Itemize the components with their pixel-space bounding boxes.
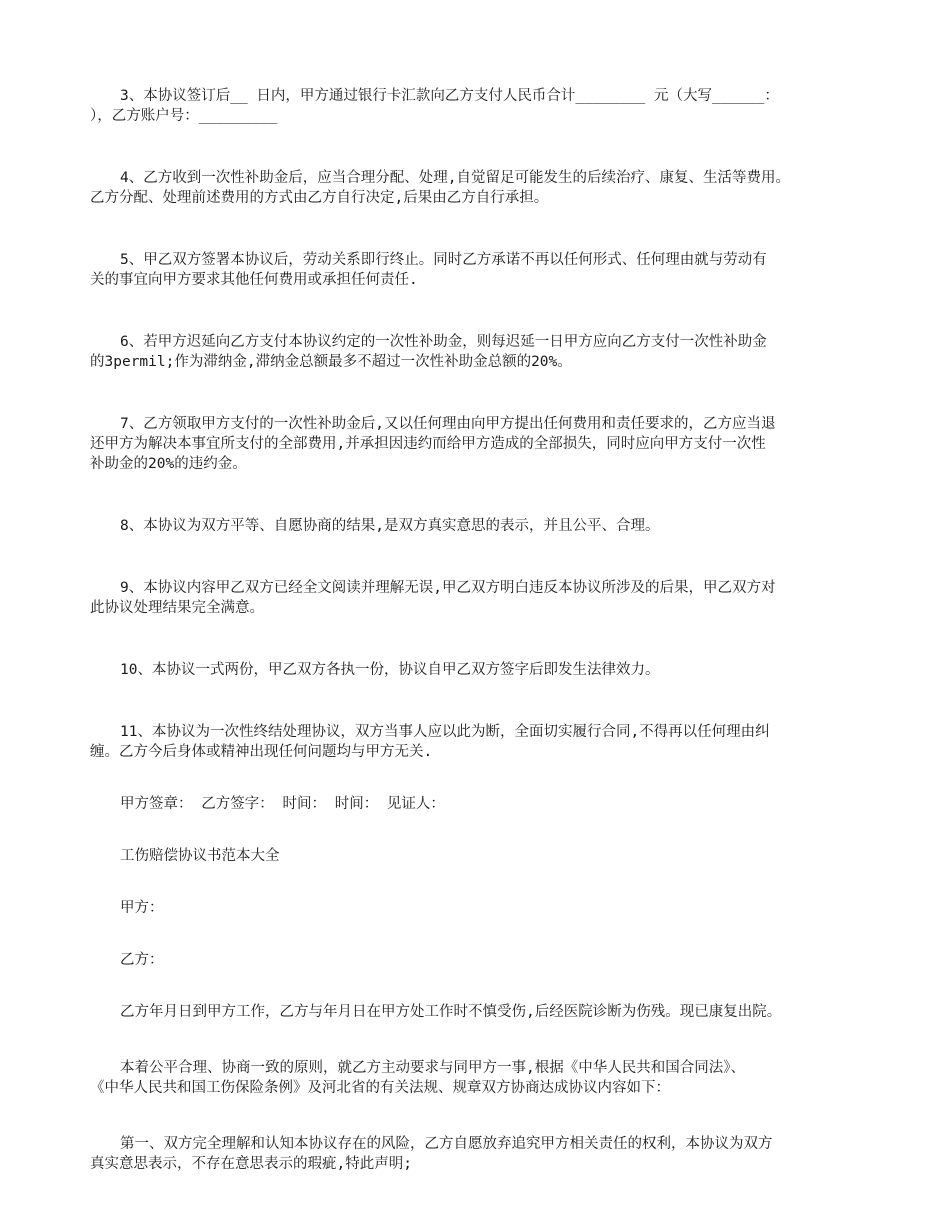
paragraph-line: 工伤赔偿协议书范本大全 — [120, 848, 280, 864]
paragraph-second-title — [90, 846, 870, 866]
paragraph-line: 还甲方为解决本事宜所支付的全部费用,并承担因违约而给甲方造成的全部损失，同时应向甲方支付一次性 — [90, 436, 766, 452]
paragraph-clause-3 — [90, 86, 870, 126]
paragraph-clause-10 — [90, 660, 870, 680]
paragraph-party-a — [90, 898, 870, 918]
paragraph-line: 11、本协议为一次性终结处理协议，双方当事人应以此为断，全面切实履行合同,不得再以任何理由纠 — [120, 724, 770, 740]
paragraph-clause-5 — [90, 250, 870, 290]
paragraph-article-1 — [90, 1134, 870, 1174]
paragraph-line: 5、甲乙双方签署本协议后，劳动关系即行终止。同时乙方承诺不再以任何形式、任何理由就与劳动有 — [120, 252, 767, 268]
paragraph-background — [90, 1002, 870, 1022]
paragraph-clause-4 — [90, 168, 870, 208]
paragraph-party-b — [90, 950, 870, 970]
paragraph-line: 此协议处理结果完全满意。 — [90, 600, 264, 616]
paragraph-line: 8、本协议为双方平等、自愿协商的结果,是双方真实意思的表示，并且公平、合理。 — [120, 518, 660, 534]
paragraph-clause-11 — [90, 722, 870, 762]
paragraph-clause-7 — [90, 414, 870, 474]
paragraph-line: 的3permil;作为滞纳金,滞纳金总额最多不超过一次性补助金总额的20%。 — [90, 354, 572, 370]
paragraph-line: 补助金的20%的违约金。 — [90, 456, 247, 472]
paragraph-line: 《中华人民共和国工伤保险条例》及河北省的有关法规、规章双方协商达成协议内容如下： — [90, 1080, 670, 1096]
paragraph-line: 关的事宜向甲方要求其他任何费用或承担任何责任. — [90, 272, 418, 288]
paragraph-clause-9 — [90, 578, 870, 618]
paragraph-line: 9、本协议内容甲乙双方已经全文阅读并理解无误,甲乙双方明白违反本协议所涉及的后果，甲乙双方对 — [120, 580, 776, 596]
paragraph-line: 甲方： — [120, 900, 164, 916]
paragraph-line: 4、乙方收到一次性补助金后，应当合理分配、处理,自觉留足可能发生的后续治疗、康复、生活等费用。 — [120, 170, 790, 186]
document-body — [90, 86, 870, 1174]
paragraph-line: 10、本协议一式两份，甲乙双方各执一份，协议自甲乙双方签字后即发生法律效力。 — [120, 662, 660, 678]
paragraph-line: ），乙方账户号：_________ — [90, 108, 278, 124]
paragraph-line: 乙方年月日到甲方工作，乙方与年月日在甲方处工作时不慎受伤,后经医院诊断为伤残。现已康复出院。 — [120, 1004, 782, 1020]
paragraph-line: 3、本协议签订后__ 日内，甲方通过银行卡汇款向乙方支付人民币合计________ 元（大写______： — [120, 88, 779, 104]
paragraph-line: 缠。乙方今后身体或精神出现任何问题均与甲方无关. — [90, 744, 433, 760]
paragraph-line: 乙方： — [120, 952, 164, 968]
paragraph-principle — [90, 1058, 870, 1098]
paragraph-line: 本着公平合理、协商一致的原则，就乙方主动要求与同甲方一事,根据《中华人民共和国合同法》、 — [120, 1060, 745, 1076]
paragraph-line: 第一、双方完全理解和认知本协议存在的风险，乙方自愿放弃追究甲方相关责任的权利，本协议为双方 — [120, 1136, 773, 1152]
paragraph-signature-line — [90, 794, 870, 814]
paragraph-line: 真实意思表示，不存在意思表示的瑕疵,特此声明; — [90, 1156, 412, 1172]
paragraph-clause-8 — [90, 516, 870, 536]
paragraph-line: 乙方分配、处理前述费用的方式由乙方自行决定,后果由乙方自行承担。 — [90, 190, 549, 206]
paragraph-line: 7、乙方领取甲方支付的一次性补助金后,又以任何理由向甲方提出任何费用和责任要求的，乙方应当退 — [120, 416, 776, 432]
paragraph-clause-6 — [90, 332, 870, 372]
paragraph-line: 甲方签章： 乙方签字： 时间： 时间： 见证人： — [120, 796, 445, 812]
paragraph-line: 6、若甲方迟延向乙方支付本协议约定的一次性补助金，则每迟延一日甲方应向乙方支付一次性补助金 — [120, 334, 767, 350]
